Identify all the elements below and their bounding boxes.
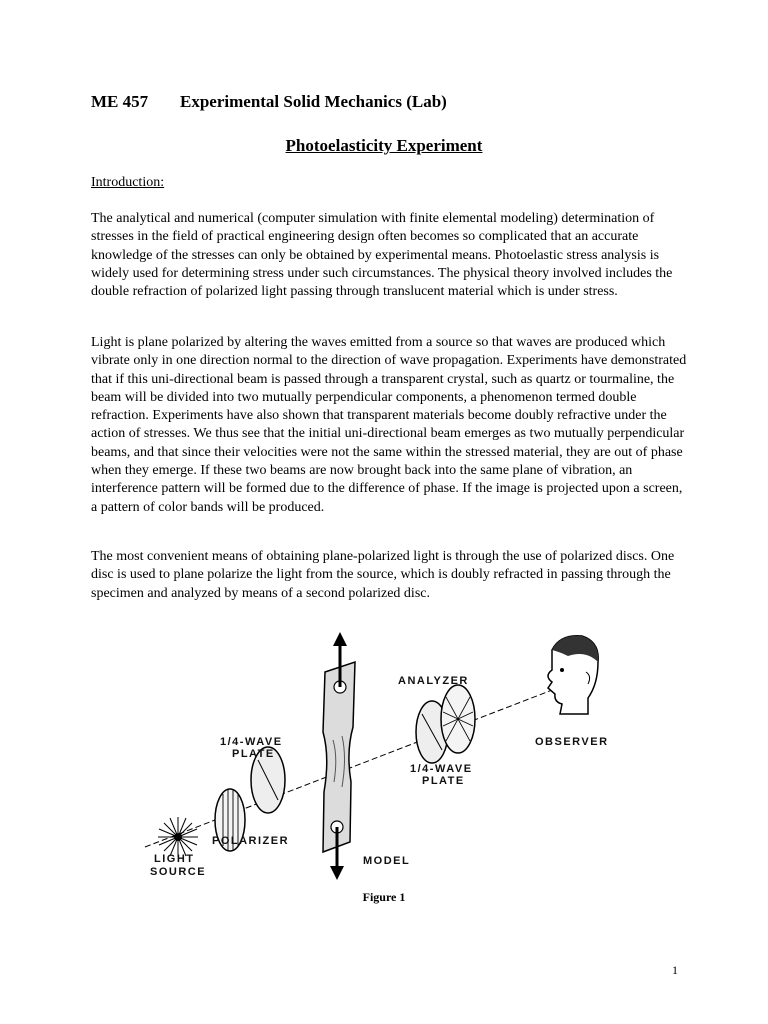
document-title: Photoelasticity Experiment [285, 136, 483, 155]
section-heading: Introduction: [91, 175, 165, 190]
analyzer-disc-icon [441, 685, 475, 753]
label-light-line2: SOURCE [150, 866, 207, 878]
observer-head-icon [548, 636, 598, 714]
page-number: 1 [672, 963, 678, 977]
label-quarter-wave-left-line2: PLATE [232, 748, 275, 760]
label-light-line1: LIGHT [154, 853, 195, 865]
paragraph-1: The analytical and numerical (computer simulation with finite elemental modeling) determination of stresses in the field of practical engineering design often becomes so complicated that an accurate knowledge of the stresses can only be obtained by experimental means. Photoelastic stress analysis is widely used for determining stress under such circumstances. The physical theory involved includes the double refraction of polarized light passing through translucent material which is under stress. [91, 211, 673, 300]
paragraph-3: The most convenient means of obtaining plane-polarized light is through the use of polarized discs. One disc is used to plane polarize the light from the source, which is doubly refracted in passing through the specimen and analyzed by means of a second polarized disc. [91, 549, 675, 601]
label-quarter-wave-right-line1: 1/4-WAVE [410, 763, 473, 775]
paragraph-2: Light is plane polarized by altering the waves emitted from a source so that waves are produced which vibrate only in one direction normal to the direction of wave propagation. Experiments have demonstrated that if this uni-directional beam is passed through a transparent crystal, such as quartz or tourmaline, the beam will be divided into two mutually perpendicular components, a phenomenon termed double refraction. Experiments have also shown that transparent materials become doubly refractive under the action of stresses. We thus see that the initial uni-directional beam emerges as two mutually perpendicular beams, and that since their velocities were not the same within the stressed material, they are out of phase when they emerge. If these two beams are now brought back into the same plane of vibration, an interference pattern will be formed due to the difference of phase. If the image is projected upon a screen, a pattern of color bands will be produced. [91, 335, 687, 515]
label-quarter-wave-left-line1: 1/4-WAVE [220, 736, 283, 748]
label-analyzer: ANALYZER [398, 675, 469, 687]
photoelasticity-setup-figure [120, 632, 620, 882]
course-header [91, 92, 447, 112]
label-polarizer: POLARIZER [212, 835, 290, 847]
label-model: MODEL [363, 855, 411, 867]
light-source-icon [158, 817, 198, 857]
course-code: ME 457 [91, 92, 149, 111]
figure-caption: Figure 1 [362, 890, 406, 904]
course-title: Experimental Solid Mechanics (Lab) [180, 92, 447, 111]
model-specimen-icon [323, 662, 355, 852]
label-observer: OBSERVER [535, 736, 609, 748]
label-quarter-wave-right-line2: PLATE [422, 775, 465, 787]
